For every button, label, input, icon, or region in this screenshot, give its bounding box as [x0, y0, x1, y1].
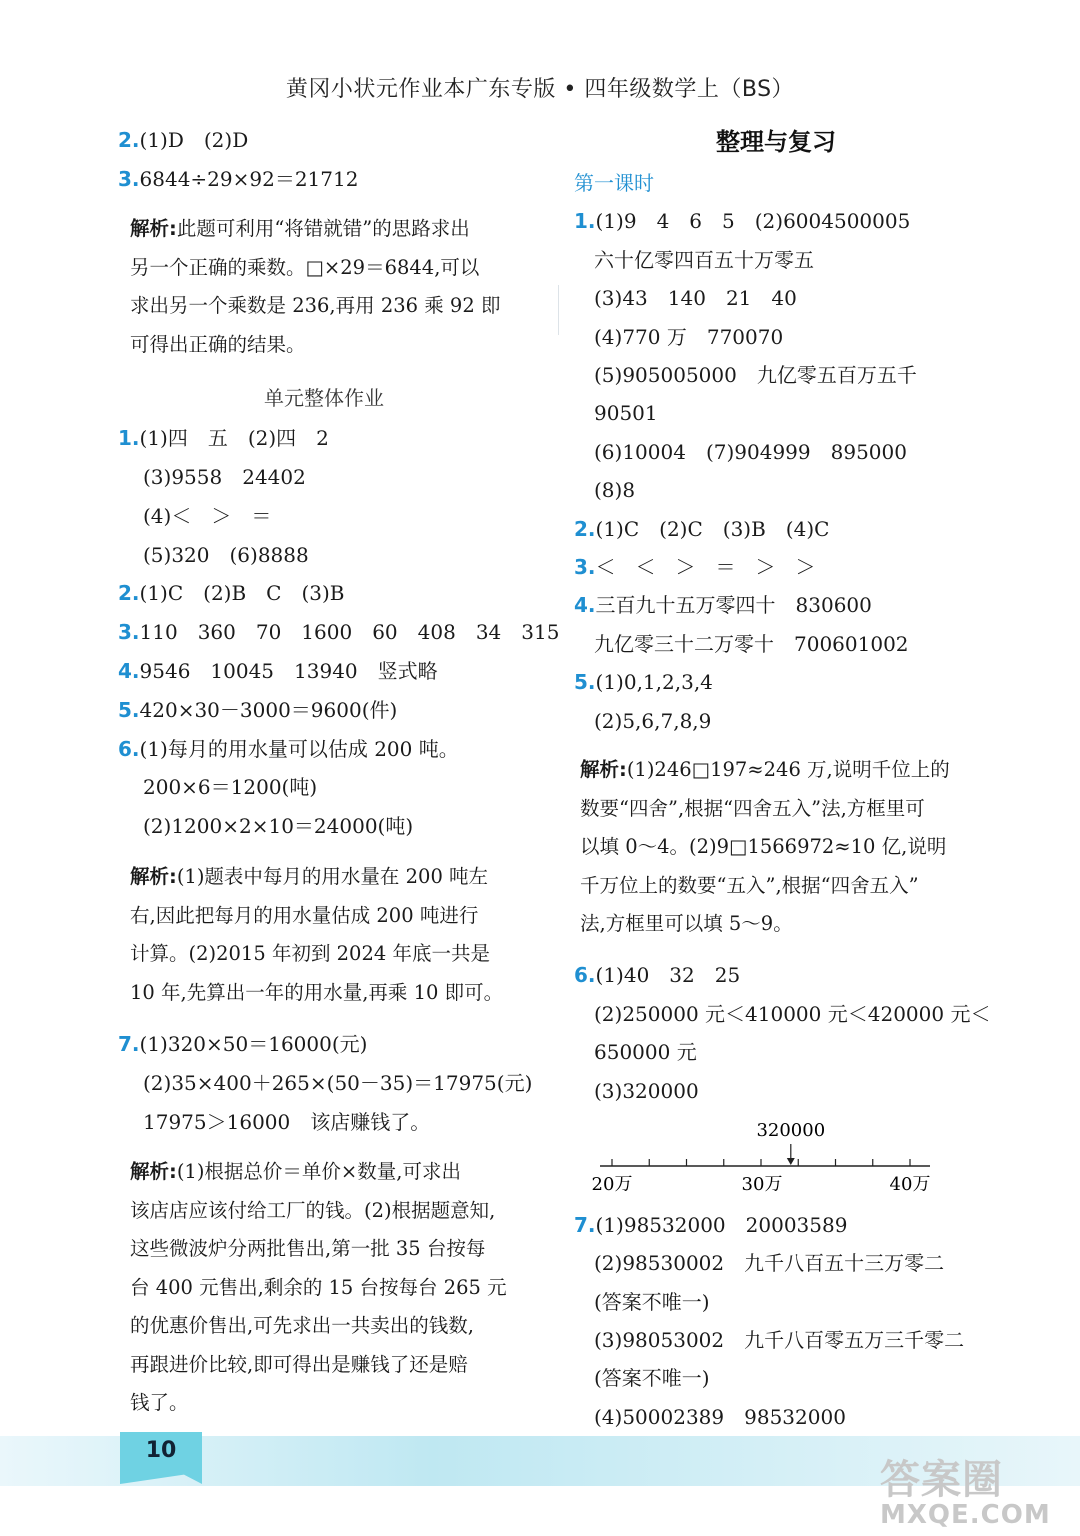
review-q6: 6.(1)40 32 25	[574, 963, 741, 987]
review-q1-line: 六十亿零四百五十万零五	[594, 248, 814, 272]
unit-q6-line: (2)1200×2×10＝24000(吨)	[143, 814, 414, 838]
watermark-logo: 答案圈 MXQE.COM	[880, 1457, 1051, 1530]
unit-q6-line: 200×6＝1200(吨)	[143, 775, 318, 799]
lesson-label: 第一课时	[574, 171, 654, 195]
question-2: 2.(1)D (2)D	[118, 128, 249, 152]
unit-q5: 5.420×30－3000＝9600(件)	[118, 698, 398, 722]
unit-q3: 3.110 360 70 1600 60 408 34 315	[118, 620, 560, 644]
column-divider	[558, 285, 559, 335]
unit-q4: 4.9546 10045 13940 竖式略	[118, 659, 438, 683]
review-q7-line: (3)98053002 九千八百零五万三千零二	[594, 1328, 965, 1352]
unit-q1: 1.(1)四 五 (2)四 2	[118, 426, 329, 450]
review-q5: 5.(1)0,1,2,3,4	[574, 670, 713, 694]
review-q1-line: 90501	[594, 401, 658, 425]
review-q4-line: 九亿零三十二万零十 700601002	[594, 632, 909, 656]
review-q7-line: (答案不唯一)	[594, 1366, 710, 1390]
unit-q2: 2.(1)C (2)B C (3)B	[118, 581, 345, 605]
number-line	[591, 1116, 940, 1196]
review-q5-line: (2)5,6,7,8,9	[594, 709, 712, 733]
review-q7-line: (答案不唯一)	[594, 1290, 710, 1314]
analysis-block-2: 解析:(1)题表中每月的用水量在 200 吨左 右,因此把每月的用水量估成 200 吨进行 计算。(2)2015 年初到 2024 年底一共是 10 年,先算出一年的用水量,再乘 10 即可。	[130, 865, 504, 1004]
question-3: 3.6844÷29×92＝21712	[118, 167, 359, 191]
unit-q7-line: 17975＞16000 该店赚钱了。	[143, 1110, 431, 1134]
tick-label-40wan: 40万	[889, 1174, 931, 1195]
analysis-block-right: 解析:(1)246□197≈246 万,说明千位上的 数要“四舍”,根据“四舍五入”法,方框里可 以填 0～4。(2)9□1566972≈10 亿,说明 千万位上的数要“五入”,根据“四舍五入” 法,方框里可以填 5～9。	[580, 758, 950, 935]
review-q6-line: (2)250000 元＜410000 元＜420000 元＜	[594, 1002, 991, 1026]
section-title: 整理与复习	[716, 128, 836, 156]
review-q7-line: (4)50002389 98532000	[594, 1405, 846, 1429]
review-q1: 1.(1)9 4 6 5 (2)6004500005	[574, 209, 911, 233]
unit-title: 单元整体作业	[264, 386, 384, 410]
tick-label-20wan: 20万	[591, 1174, 633, 1195]
page-number: 10	[145, 1438, 177, 1463]
review-q6-line: 650000 元	[594, 1040, 697, 1064]
unit-q6: 6.(1)每月的用水量可以估成 200 吨。	[118, 737, 459, 761]
review-q1-line: (3)43 140 21 40	[594, 286, 797, 310]
tick-label-30wan: 30万	[741, 1174, 783, 1195]
review-q1-line: (5)905005000 九亿零五百万五千	[594, 363, 917, 387]
review-q1-line: (6)10004 (7)904999 895000	[594, 440, 907, 464]
review-q3: 3.＜ ＜ ＞ ＝ ＞ ＞	[574, 555, 816, 579]
review-q1-line: (4)770 万 770070	[594, 325, 784, 349]
number-line-ticks	[612, 1159, 910, 1166]
unit-q7-line: (2)35×400＋265×(50－35)＝17975(元)	[143, 1071, 533, 1095]
review-q6-line: (3)320000	[594, 1079, 699, 1103]
marker-label: 320000	[756, 1120, 826, 1141]
unit-q7: 7.(1)320×50＝16000(元)	[118, 1032, 368, 1056]
marker-arrow-head	[787, 1158, 795, 1165]
review-q2: 2.(1)C (2)C (3)B (4)C	[574, 517, 830, 541]
unit-q1-line: (5)320 (6)8888	[143, 543, 309, 567]
review-q7-line: (2)98530002 九千八百五十三万零二	[594, 1251, 945, 1275]
analysis-block-3: 解析:(1)根据总价＝单价×数量,可求出 该店店应该付给工厂的钱。(2)根据题意知, 这些微波炉分两批售出,第一批 35 台按每 台 400 元售出,剩余的 15 台按每台 265 元 的优惠价售出,可先求出一共卖出的钱数, 再跟进价比较,即可得出是赚钱了还是赔 钱了。	[130, 1160, 507, 1414]
review-q1-line: (8)8	[594, 478, 636, 502]
page-header: 黄冈小状元作业本广东专版 • 四年级数学上（BS）	[285, 77, 795, 102]
unit-q1-line: (3)9558 24402	[143, 465, 306, 489]
review-q7: 7.(1)98532000 20003589	[574, 1213, 848, 1237]
analysis-block-1: 解析:此题可利用“将错就错”的思路求出 另一个正确的乘数。□×29＝6844,可以 求出另一个乘数是 236,再用 236 乘 92 即 可得出正确的结果。	[130, 217, 501, 356]
review-q4: 4.三百九十五万零四十 830600	[574, 593, 872, 617]
unit-q1-line: (4)＜ ＞ ＝	[143, 504, 272, 528]
